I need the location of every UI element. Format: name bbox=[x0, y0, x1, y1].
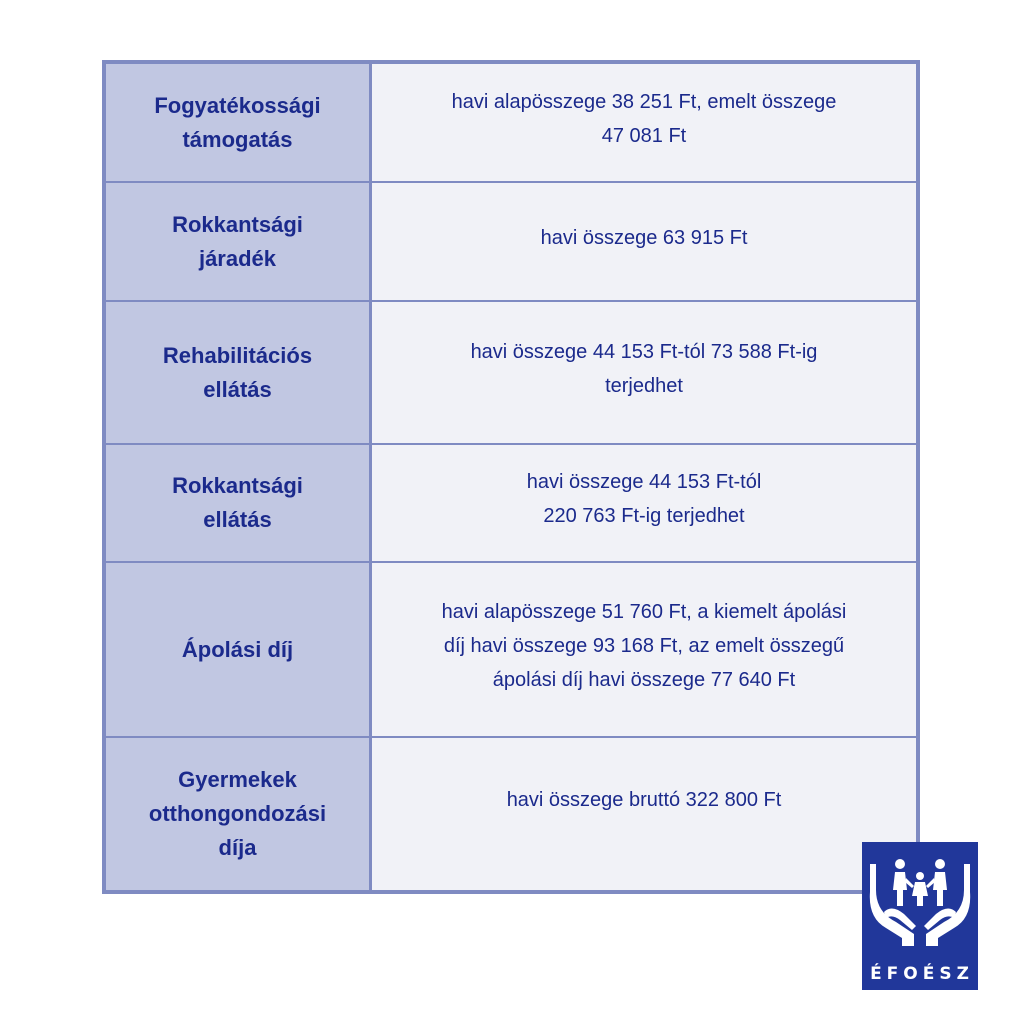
table-row bbox=[106, 64, 916, 183]
row-value-cell bbox=[372, 738, 916, 890]
family-in-hands-icon bbox=[862, 842, 978, 962]
row-label: Rokkantsági járadék bbox=[172, 211, 303, 271]
row-label-cell bbox=[106, 445, 372, 561]
table-row bbox=[106, 183, 916, 302]
row-value-cell bbox=[372, 302, 916, 443]
row-value-cell bbox=[372, 445, 916, 561]
row-label-cell bbox=[106, 302, 372, 443]
efoesz-logo bbox=[862, 842, 978, 990]
row-label: Ápolási díj bbox=[181, 636, 294, 662]
row-label: Rokkantsági ellátás bbox=[172, 473, 303, 532]
benefits-table bbox=[102, 60, 920, 894]
table-row bbox=[106, 302, 916, 445]
row-value-cell bbox=[372, 183, 916, 300]
table-row bbox=[106, 445, 916, 563]
row-value-cell bbox=[372, 64, 916, 181]
logo-text: ÉFOÉSZ bbox=[870, 964, 974, 984]
row-label: Gyermekek otthongondozási díja bbox=[148, 767, 327, 860]
row-label: Rehabilitációs ellátás bbox=[162, 342, 313, 402]
table-row bbox=[106, 738, 916, 890]
row-label-cell bbox=[106, 183, 372, 300]
row-value: havi összege 44 153 Ft-tól 73 588 Ft-ig terjedhet bbox=[470, 340, 818, 397]
row-label-cell bbox=[106, 563, 372, 736]
row-value: havi összege 44 153 Ft-tól 220 763 Ft-ig terjedhet bbox=[526, 471, 762, 527]
row-value: havi alapösszege 51 760 Ft, a kiemelt ápolási díj havi összege 93 168 Ft, az emelt összegű ápolási díj havi összege 77 640 Ft bbox=[441, 600, 847, 691]
row-value-cell bbox=[372, 563, 916, 736]
row-value: havi összege bruttó 322 800 Ft bbox=[506, 789, 782, 811]
row-label: Fogyatékossági támogatás bbox=[154, 92, 321, 152]
row-value: havi alapösszege 38 251 Ft, emelt összege 47 081 Ft bbox=[451, 90, 837, 147]
row-label-cell bbox=[106, 738, 372, 890]
row-label-cell bbox=[106, 64, 372, 181]
row-value: havi összege 63 915 Ft bbox=[540, 226, 748, 249]
table-row bbox=[106, 563, 916, 738]
